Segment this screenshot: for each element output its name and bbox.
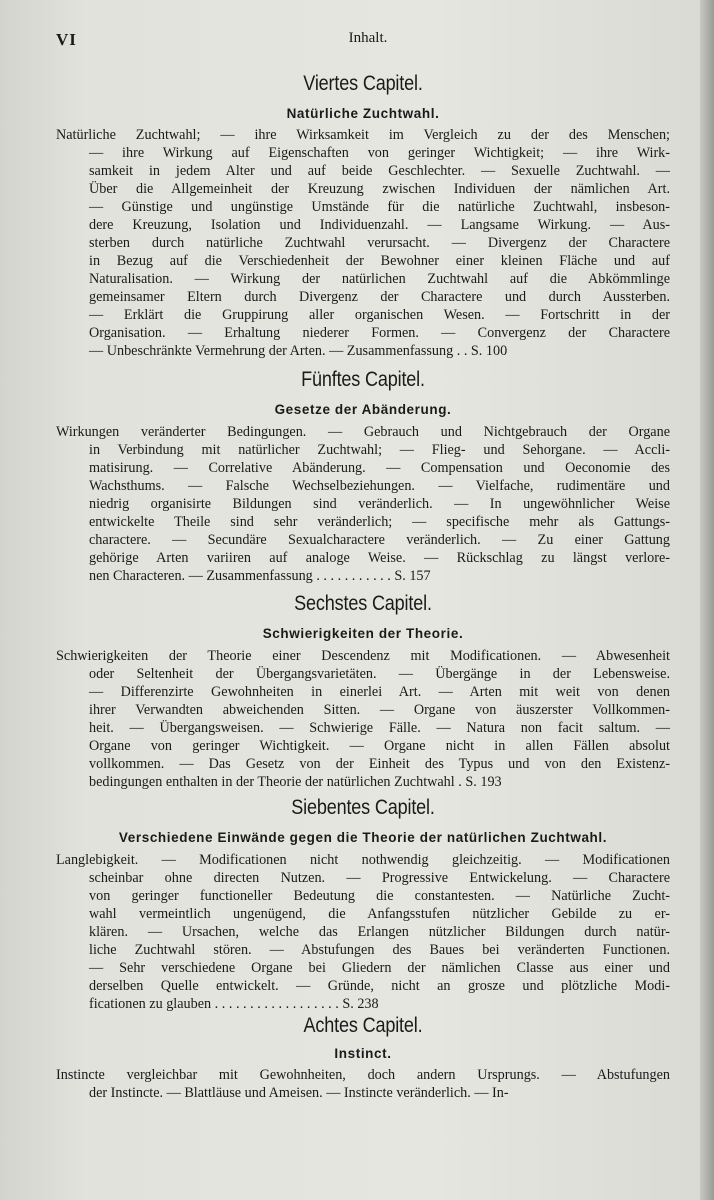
- chapter-title: Siebentes Capitel.: [291, 796, 435, 819]
- summary-line: gehörige Arten variiren auf analoge Weise. — Rückschlag zu längst verlore-: [89, 550, 670, 566]
- summary-line: der Instincte. — Blattläuse und Ameisen. — Instincte veränderlich. — In-: [89, 1085, 509, 1101]
- summary-line: nen Characteren. — Zusammenfassung . . . . . . . . . . . S. 157: [89, 568, 431, 584]
- chapter-summary: [56, 126, 670, 360]
- summary-line: Wirkungen veränderter Bedingungen. — Gebrauch und Nichtgebrauch der Organe: [56, 424, 670, 440]
- summary-line: — Erklärt die Gruppirung aller organischen Wesen. — Fortschritt in der: [89, 307, 670, 323]
- summary-line: sterben durch natürliche Zuchtwahl verursacht. — Divergenz der Charactere: [89, 235, 670, 251]
- summary-line: Organisation. — Erhaltung niederer Formen. — Convergenz der Charactere: [89, 325, 670, 341]
- chapter-title: Sechstes Capitel.: [294, 592, 432, 615]
- chapter-summary: [56, 423, 670, 585]
- summary-line: charactere. — Secundäre Sexualcharactere veränderlich. — Zu einer Gattung: [89, 532, 670, 548]
- chapter-summary: [56, 851, 670, 1013]
- summary-line: — Differenzirte Gewohnheiten in einerlei Art. — Arten mit weit von denen: [89, 684, 670, 700]
- summary-line: scheinbar ohne directen Nutzen. — Progressive Entwickelung. — Charactere: [89, 870, 670, 886]
- summary-line: Schwierigkeiten der Theorie einer Descendenz mit Modificationen. — Abwesenheit: [56, 648, 670, 664]
- chapter-title: Viertes Capitel.: [303, 72, 423, 95]
- chapter-summary: [56, 647, 670, 791]
- summary-line: Naturalisation. — Wirkung der natürlichen Zuchtwahl auf die Abkömmlinge: [89, 271, 670, 287]
- summary-line: bedingungen enthalten in der Theorie der natürlichen Zuchtwahl . S. 193: [89, 774, 502, 790]
- summary-line: oder Seltenheit der Übergangsvarietäten. — Übergänge in der Lebensweise.: [89, 666, 670, 682]
- chapter-subtitle: Schwierigkeiten der Theorie.: [262, 626, 464, 641]
- summary-line: — Günstige und ungünstige Umstände für die natürliche Zuchtwahl, insbeson-: [89, 199, 670, 215]
- summary-line: vollkommen. — Das Gesetz von der Einheit des Typus und von den Existenz-: [89, 756, 670, 772]
- chapter-subtitle: Natürliche Zuchtwahl.: [286, 106, 440, 121]
- chapter-summary: [56, 1066, 670, 1102]
- summary-line: dere Kreuzung, Isolation und Individuenzahl. — Langsame Wirkung. — Aus-: [89, 217, 670, 233]
- summary-line: matisirung. — Correlative Abänderung. — Compensation und Oeconomie des: [89, 460, 670, 476]
- summary-line: gemeinsamer Eltern durch Divergenz der Charactere und durch Aussterben.: [89, 289, 670, 305]
- summary-line: von geringer functioneller Bedeutung die constantesten. — Natürliche Zucht-: [89, 888, 670, 904]
- summary-line: in Verbindung mit natürlicher Zuchtwahl; — Flieg- und Sehorgane. — Accli-: [89, 442, 670, 458]
- summary-line: derselben Quelle entwickelt. — Gründe, nicht an grosze und plötzliche Modi-: [89, 978, 670, 994]
- page-header: [56, 30, 656, 52]
- summary-line: ihrer Verwandten abweichenden Sitten. — Organe von äuszerster Vollkommen-: [89, 702, 670, 718]
- summary-line: Natürliche Zuchtwahl; — ihre Wirksamkeit im Vergleich zu der des Menschen;: [56, 127, 670, 143]
- summary-line: ficationen zu glauben . . . . . . . . . . . . . . . . . . S. 238: [89, 996, 379, 1012]
- summary-line: entwickelte Theile sind sehr veränderlich; — specifische mehr als Gattungs-: [89, 514, 670, 530]
- summary-line: Über die Allgemeinheit der Kreuzung zwischen Individuen der nämlichen Art.: [89, 181, 670, 197]
- chapter-title: Fünftes Capitel.: [301, 368, 425, 391]
- page-edge: [700, 0, 714, 1200]
- summary-line: wahl vermeintlich ungenügend, die Anfangsstufen nützlicher Gebilde zu er-: [89, 906, 670, 922]
- summary-line: klären. — Ursachen, welche das Erlangen nützlicher Bildungen durch natür-: [89, 924, 670, 940]
- chapter-subtitle: Instinct.: [334, 1046, 392, 1061]
- summary-line: niedrig organisirte Bildungen sind veränderlich. — In ungewöhnlicher Weise: [89, 496, 670, 512]
- summary-line: heit. — Übergangsweisen. — Schwierige Fälle. — Natura non facit saltum. —: [89, 720, 670, 736]
- summary-line: Instincte vergleichbar mit Gewohnheiten, doch andern Ursprungs. — Abstufungen: [56, 1067, 670, 1083]
- page-number: VI: [56, 30, 77, 49]
- summary-line: Organe von geringer Wichtigkeit. — Organe nicht in allen Fällen absolut: [89, 738, 670, 754]
- summary-line: Wachsthums. — Falsche Wechselbeziehungen. — Vielfache, rudimentäre und: [89, 478, 670, 494]
- chapter-subtitle: Verschiedene Einwände gegen die Theorie der natürlichen Zuchtwahl.: [118, 830, 608, 845]
- summary-line: — ihre Wirkung auf Eigenschaften von geringer Wichtigkeit; — ihre Wirk-: [89, 145, 670, 161]
- summary-line: in Bezug auf die Verschiedenheit der Bewohner einer kleinen Fläche und auf: [89, 253, 670, 269]
- running-head: Inhalt.: [348, 30, 388, 46]
- chapter-subtitle: Gesetze der Abänderung.: [274, 402, 452, 417]
- summary-line: liche Zuchtwahl stören. — Abstufungen des Baues bei veränderten Functionen.: [89, 942, 670, 958]
- summary-line: samkeit in jedem Alter und auf beide Geschlechter. — Sexuelle Zuchtwahl. —: [89, 163, 670, 179]
- summary-line: — Unbeschränkte Vermehrung der Arten. — Zusammenfassung . . S. 100: [89, 343, 508, 359]
- summary-line: — Sehr verschiedene Organe bei Gliedern der nämlichen Classe aus einer und: [89, 960, 670, 976]
- summary-line: Langlebigkeit. — Modificationen nicht nothwendig gleichzeitig. — Modificationen: [56, 852, 670, 868]
- chapter-title: Achtes Capitel.: [303, 1014, 423, 1037]
